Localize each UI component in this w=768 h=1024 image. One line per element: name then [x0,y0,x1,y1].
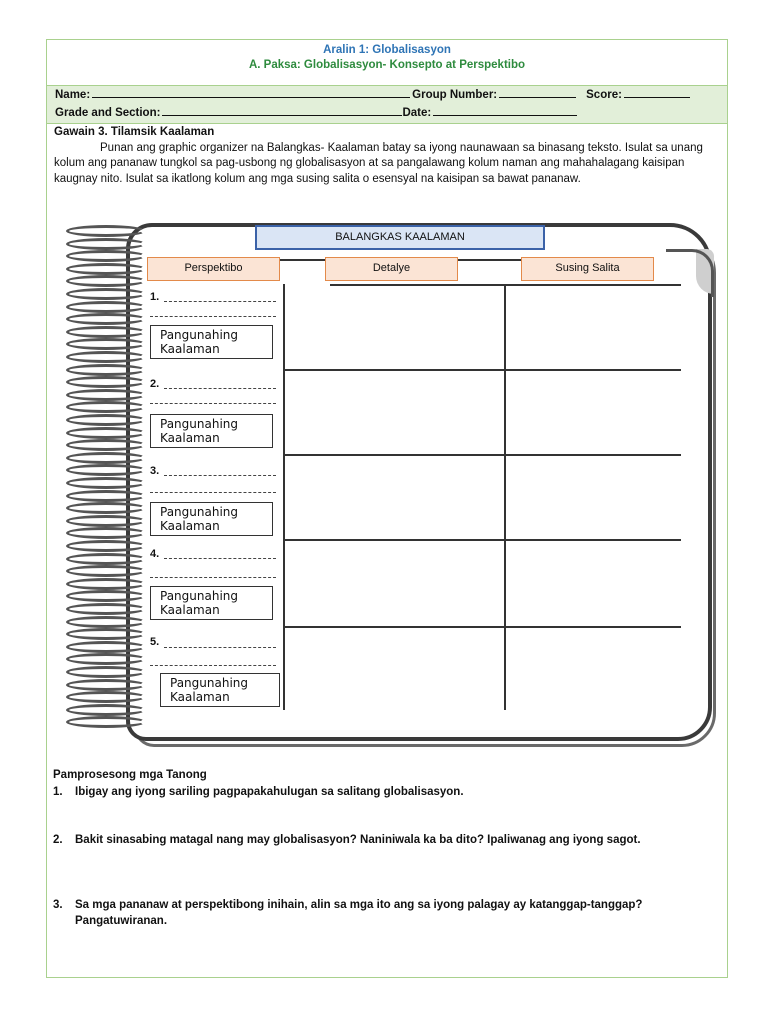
spiral-ring [66,553,146,565]
notebook-graphic-organizer [66,221,720,747]
box-label-line2: Kaalaman [170,690,230,704]
title-block [47,40,727,86]
column-header-perspektibo: Perspektibo [147,257,280,281]
box-label-line2: Kaalaman [160,603,220,617]
topic-title: A. Paksa: Globalisasyon- Konsepto at Perspektibo [248,59,526,71]
activity-heading: Gawain 3. Tilamsik Kaalaman [54,126,215,138]
spiral-ring [66,288,146,300]
row-number: 4. [150,548,160,560]
spiral-ring [66,641,146,653]
pangunahing-kaalaman-box [160,673,280,707]
spiral-ring [66,351,146,363]
name-label: Name: [55,89,91,101]
perspektibo-line[interactable] [164,558,276,559]
spiral-ring [66,679,146,691]
spiral-ring [66,540,146,552]
question-number: 2. [53,834,63,846]
spiral-ring [66,578,146,590]
grid-row-line [283,454,681,456]
page-curl-edge [666,249,714,297]
spiral-ring [66,414,146,426]
spiral-ring [66,225,146,237]
grid-row-line [283,626,681,628]
question-item [53,833,733,849]
score-label: Score: [586,89,622,101]
activity-instructions: Punan ang graphic organizer na Balangkas- Kaalaman batay sa iyong naunawaan sa binasang teksto. Isulat sa unang kolum ang pananaw tungkol sa pag-usbong ng globalisasyon at sa pangalawang kolum naman ang mahahalagang kaisipan kaugnay nito. Isulat sa ikatlong kolum ang mga susing salita o esensyal na kaisipan sa bawat pananaw. [54,141,703,185]
grid-vertical-line [283,284,285,710]
group-number-field[interactable] [499,87,576,98]
perspektibo-line[interactable] [164,301,276,302]
lesson-title: Aralin 1: Globalisasyon [323,44,451,56]
grid-row-line [283,539,681,541]
perspektibo-line[interactable] [164,388,276,389]
row-number: 1. [150,291,160,303]
spiral-ring [66,477,146,489]
student-info [47,86,727,124]
box-label-line1: Pangunahing [160,417,238,431]
question-number: 1. [53,786,63,798]
perspektibo-line[interactable] [150,316,276,317]
spiral-ring [66,364,146,376]
perspektibo-line[interactable] [164,647,276,648]
pangunahing-kaalaman-box [150,325,273,359]
question-item [53,898,733,929]
grid-top-line [330,284,681,286]
perspektibo-line[interactable] [150,403,276,404]
spiral-ring [66,666,146,678]
spiral-ring [66,515,146,527]
question-number: 3. [53,899,63,911]
activity-section [54,125,724,187]
row-number: 3. [150,465,160,477]
header-connector-line [458,259,521,261]
spiral-ring [66,452,146,464]
question-text: Sa mga pananaw at perspektibong inihain, alin sa mga ito ang sa iyong palagay ay katanggap-tanggap? Pangatuwiranan. [75,899,643,927]
spiral-ring [66,389,146,401]
spiral-ring [66,326,146,338]
row-number: 2. [150,378,160,390]
box-label-line1: Pangunahing [160,589,238,603]
perspektibo-line[interactable] [150,665,276,666]
info-row-1 [55,86,719,104]
pangunahing-kaalaman-box [150,502,273,536]
box-label-line2: Kaalaman [160,431,220,445]
spiral-ring [66,263,146,275]
questions-heading: Pamprosesong mga Tanong [53,769,207,781]
pangunahing-kaalaman-box [150,414,273,448]
box-label-line2: Kaalaman [160,342,220,356]
column-header-detalye: Detalye [325,257,458,281]
question-text: Ibigay ang iyong sariling pagpapakahulugan sa salitang globalisasyon. [75,786,464,798]
spiral-ring [66,603,146,615]
spiral-ring [66,616,146,628]
grid-row-line [283,369,681,371]
date-field[interactable] [433,105,577,116]
box-label-line2: Kaalaman [160,519,220,533]
spiral-ring [66,704,146,716]
question-item [53,785,733,801]
perspektibo-line[interactable] [150,577,276,578]
pangunahing-kaalaman-box [150,586,273,620]
question-text: Bakit sinasabing matagal nang may globalisasyon? Naniniwala ka ba dito? Ipaliwanag ang iyong sagot. [75,834,641,846]
spiral-ring [66,301,146,313]
organizer-title: BALANGKAS KAALAMAN [255,225,545,250]
box-label-line1: Pangunahing [160,505,238,519]
row-number: 5. [150,636,160,648]
box-label-line1: Pangunahing [170,676,248,690]
date-label: Date: [402,107,432,119]
column-header-susing-salita: Susing Salita [521,257,654,281]
spiral-ring [66,490,146,502]
grid-vertical-line [504,284,506,710]
box-label-line1: Pangunahing [160,328,238,342]
header-connector-line [280,259,325,261]
info-row-2 [55,104,719,122]
spiral-ring [66,427,146,439]
spiral-ring [66,238,146,250]
grade-section-label: Grade and Section: [55,107,161,119]
group-number-label: Group Number: [412,89,498,101]
score-field[interactable] [624,87,690,98]
grade-section-field[interactable] [162,105,402,116]
perspektibo-line[interactable] [150,492,276,493]
perspektibo-line[interactable] [164,475,276,476]
name-field[interactable] [92,87,410,98]
